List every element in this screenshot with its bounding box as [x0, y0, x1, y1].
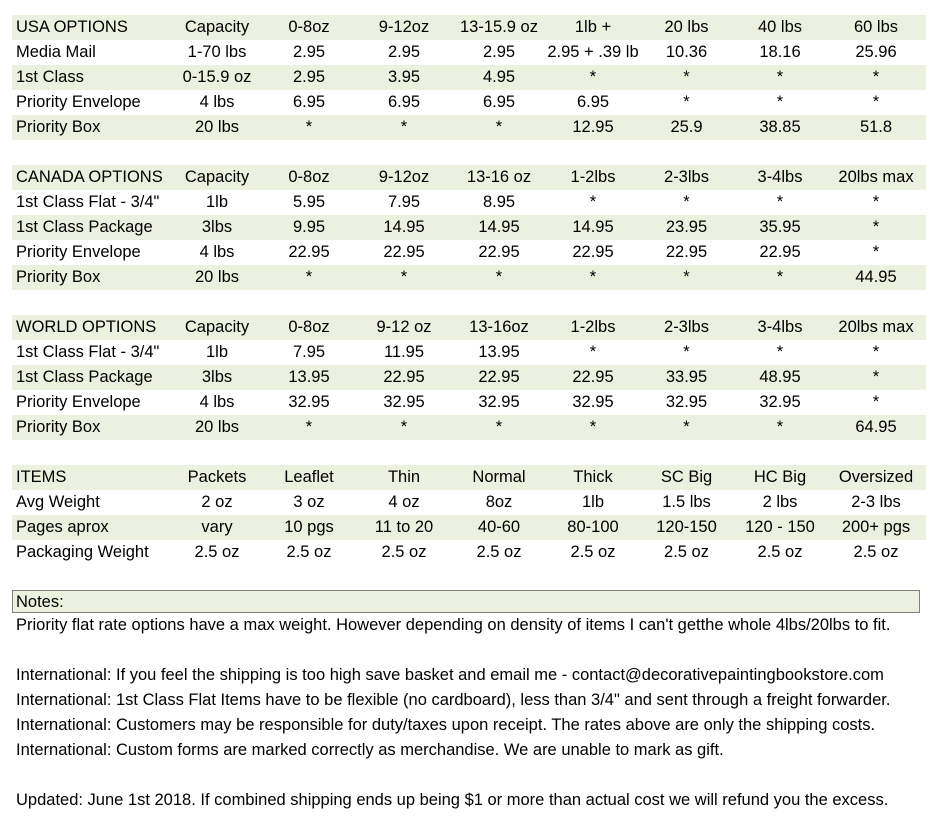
- canada-cell: *: [683, 268, 690, 286]
- items-header-row: [12, 465, 926, 490]
- items-cell: 1lb: [581, 493, 605, 511]
- canada-cell: 8.95: [482, 193, 516, 211]
- items-cell: 2.5 oz: [476, 543, 522, 561]
- canada-cell: 5.95: [292, 193, 326, 211]
- world-cell: 32.95: [288, 393, 330, 411]
- canada-header-cell: 1-2lbs: [570, 168, 616, 186]
- note-line: International: If you feel the shipping is too high save basket and email me - contact@decorativepaintingbookstore.com: [16, 666, 884, 684]
- items-cell: 200+ pgs: [841, 518, 911, 536]
- canada-cell: *: [589, 268, 597, 286]
- usa-cell: 1-70 lbs: [187, 43, 247, 61]
- items-cell: 2.5 oz: [286, 543, 332, 561]
- usa-header-cell: 40 lbs: [757, 18, 803, 36]
- usa-cell: 2.95 + .39 lb: [547, 43, 639, 61]
- notes-title: Notes:: [12, 590, 920, 613]
- usa-cell: *: [305, 118, 313, 136]
- note-line: Priority flat rate options have a max weight. However depending on density of items I can't getthe whole 4lbs/20lbs to fit.: [16, 616, 891, 634]
- canada-header-cell: 9-12oz: [378, 168, 430, 186]
- items-cell: 2.5 oz: [570, 543, 616, 561]
- items-header-cell: Packets: [187, 468, 247, 486]
- canada-header-cell: CANADA OPTIONS: [16, 168, 163, 186]
- usa-table: [12, 15, 926, 140]
- usa-cell: 1st Class: [16, 68, 84, 86]
- note-line: International: 1st Class Flat Items have to be flexible (no cardboard), less than 3/4" and sent through a freight forwarder.: [16, 691, 891, 709]
- world-cell: 22.95: [478, 368, 520, 386]
- canada-cell: *: [589, 193, 597, 211]
- usa-cell: 2.95: [387, 43, 421, 61]
- world-cell: 11.95: [383, 343, 425, 361]
- items-cell: 2 lbs: [762, 493, 798, 511]
- items-header-cell: Thick: [573, 468, 613, 486]
- shipping-sheet: [12, 15, 926, 813]
- world-table-row: [12, 365, 926, 390]
- note-spacer: [12, 763, 926, 788]
- canada-cell: *: [776, 193, 784, 211]
- world-header-cell: 0-8oz: [288, 318, 330, 336]
- canada-cell: 22.95: [288, 243, 330, 261]
- world-cell: 22.95: [383, 368, 425, 386]
- items-cell: Packaging Weight: [16, 543, 149, 561]
- world-cell: 1st Class Flat - 3/4": [16, 343, 160, 361]
- usa-table-row: [12, 65, 926, 90]
- canada-header-cell: 2-3lbs: [664, 168, 709, 186]
- world-cell: 32.95: [383, 393, 425, 411]
- canada-cell: *: [872, 218, 880, 236]
- world-cell: *: [872, 393, 880, 411]
- canada-cell: *: [872, 193, 880, 211]
- canada-cell: 14.95: [478, 218, 520, 236]
- world-cell: *: [305, 418, 313, 436]
- usa-cell: *: [683, 93, 690, 111]
- usa-cell: *: [400, 118, 408, 136]
- canada-cell: 1st Class Package: [16, 218, 153, 236]
- usa-cell: Priority Box: [16, 118, 101, 136]
- items-header-cell: ITEMS: [16, 468, 67, 486]
- items-cell: 2-3 lbs: [851, 493, 901, 511]
- usa-cell: 12.95: [572, 118, 614, 136]
- canada-cell: *: [400, 268, 408, 286]
- world-cell: Priority Envelope: [16, 393, 141, 411]
- items-header-cell: Oversized: [838, 468, 914, 486]
- world-cell: 4 lbs: [199, 393, 235, 411]
- world-cell: 3lbs: [201, 368, 233, 386]
- usa-header-cell: 20 lbs: [664, 18, 709, 36]
- canada-cell: Priority Box: [16, 268, 101, 286]
- world-cell: 64.95: [855, 418, 897, 436]
- spacer: [12, 140, 926, 165]
- canada-cell: *: [776, 268, 784, 286]
- canada-header-row: [12, 165, 926, 190]
- world-cell: *: [872, 368, 880, 386]
- canada-cell: Priority Envelope: [16, 243, 141, 261]
- canada-cell: 4 lbs: [199, 243, 235, 261]
- world-cell: *: [683, 343, 690, 361]
- usa-header-cell: 9-12oz: [378, 18, 430, 36]
- world-cell: *: [495, 418, 503, 436]
- items-table-row: [12, 515, 926, 540]
- canada-cell: 22.95: [759, 243, 801, 261]
- items-cell: 2.5 oz: [757, 543, 803, 561]
- world-header-cell: 13-16oz: [469, 318, 529, 336]
- note-line: International: Customers may be responsible for duty/taxes upon receipt. The rates above are only the shipping costs.: [16, 716, 876, 734]
- world-header-row: [12, 315, 926, 340]
- usa-table-row: [12, 115, 926, 140]
- world-header-cell: 2-3lbs: [664, 318, 709, 336]
- usa-cell: 4 lbs: [199, 93, 235, 111]
- canada-header-cell: 20lbs max: [838, 168, 914, 186]
- usa-cell: 2.95: [482, 43, 516, 61]
- canada-cell: 7.95: [387, 193, 421, 211]
- items-cell: Avg Weight: [16, 493, 100, 511]
- canada-cell: 44.95: [855, 268, 897, 286]
- items-cell: 3 oz: [293, 493, 325, 511]
- usa-table-row: [12, 40, 926, 65]
- items-cell: 2.5 oz: [664, 543, 709, 561]
- items-cell: Pages aprox: [16, 518, 109, 536]
- canada-cell: 3lbs: [201, 218, 233, 236]
- usa-cell: *: [776, 68, 784, 86]
- world-cell: *: [776, 343, 784, 361]
- canada-cell: 22.95: [478, 243, 520, 261]
- items-cell: 120-150: [656, 518, 717, 536]
- world-table-row: [12, 390, 926, 415]
- world-header-cell: 9-12 oz: [376, 318, 432, 336]
- usa-cell: 2.95: [292, 68, 326, 86]
- world-cell: 20 lbs: [194, 418, 240, 436]
- world-cell: 22.95: [572, 368, 614, 386]
- canada-cell: 35.95: [759, 218, 801, 236]
- usa-cell: 6.95: [292, 93, 326, 111]
- world-cell: 1st Class Package: [16, 368, 153, 386]
- world-cell: 1lb: [205, 343, 229, 361]
- usa-cell: 6.95: [387, 93, 421, 111]
- usa-cell: *: [495, 118, 503, 136]
- items-cell: vary: [201, 518, 233, 536]
- usa-cell: 10.36: [665, 43, 708, 61]
- items-header-cell: Normal: [472, 468, 526, 486]
- items-cell: 2.5 oz: [194, 543, 240, 561]
- canada-cell: *: [872, 243, 880, 261]
- world-cell: *: [589, 418, 597, 436]
- items-table-row: [12, 490, 926, 515]
- usa-cell: 0-15.9 oz: [182, 68, 252, 86]
- items-cell: 10 pgs: [284, 518, 334, 536]
- items-header-cell: Thin: [387, 468, 421, 486]
- world-header-cell: 20lbs max: [838, 318, 914, 336]
- world-cell: 32.95: [759, 393, 801, 411]
- world-cell: 32.95: [665, 393, 708, 411]
- world-cell: *: [400, 418, 408, 436]
- canada-cell: *: [305, 268, 313, 286]
- usa-header-cell: USA OPTIONS: [16, 18, 128, 36]
- usa-cell: 25.9: [670, 118, 703, 136]
- canada-cell: 1lb: [205, 193, 229, 211]
- canada-cell: 9.95: [292, 218, 326, 236]
- canada-cell: 20 lbs: [194, 268, 240, 286]
- canada-table-row: [12, 265, 926, 290]
- canada-header-cell: 3-4lbs: [757, 168, 803, 186]
- canada-header-cell: 13-16 oz: [466, 168, 532, 186]
- usa-cell: Priority Envelope: [16, 93, 141, 111]
- canada-table: [12, 165, 926, 290]
- usa-header-cell: 0-8oz: [288, 18, 330, 36]
- world-cell: 48.95: [759, 368, 801, 386]
- world-cell: *: [683, 418, 690, 436]
- usa-cell: *: [872, 93, 880, 111]
- world-cell: 13.95: [478, 343, 520, 361]
- usa-cell: *: [872, 68, 880, 86]
- usa-cell: 3.95: [387, 68, 421, 86]
- world-header-cell: 1-2lbs: [570, 318, 616, 336]
- usa-header-row: [12, 15, 926, 40]
- usa-cell: 38.85: [759, 118, 801, 136]
- world-table-row: [12, 340, 926, 365]
- world-cell: Priority Box: [16, 418, 101, 436]
- canada-cell: 14.95: [383, 218, 425, 236]
- note-line: Updated: June 1st 2018. If combined shipping ends up being $1 or more than actual cost we will refund you the excess.: [16, 791, 889, 809]
- items-header-cell: SC Big: [660, 468, 713, 486]
- world-cell: 32.95: [572, 393, 614, 411]
- items-header-cell: HC Big: [753, 468, 807, 486]
- items-cell: 2.5 oz: [853, 543, 899, 561]
- items-cell: 2.5 oz: [381, 543, 427, 561]
- items-table: [12, 465, 926, 565]
- items-cell: 120 - 150: [745, 518, 815, 536]
- canada-cell: *: [495, 268, 503, 286]
- canada-cell: 22.95: [665, 243, 708, 261]
- world-cell: *: [589, 343, 597, 361]
- canada-cell: 1st Class Flat - 3/4": [16, 193, 160, 211]
- usa-cell: 2.95: [292, 43, 326, 61]
- note-line: International: Custom forms are marked correctly as merchandise. We are unable to mark as gift.: [16, 741, 724, 759]
- usa-header-cell: 1lb +: [574, 18, 612, 36]
- world-cell: *: [872, 343, 880, 361]
- spacer: [12, 565, 926, 590]
- items-table-row: [12, 540, 926, 565]
- canada-cell: 22.95: [383, 243, 425, 261]
- items-cell: 4 oz: [388, 493, 420, 511]
- usa-cell: *: [589, 68, 597, 86]
- world-header-cell: 3-4lbs: [757, 318, 803, 336]
- items-cell: 8oz: [485, 493, 513, 511]
- notes-list: [12, 613, 926, 813]
- world-header-cell: Capacity: [184, 318, 250, 336]
- usa-cell: 51.8: [859, 118, 893, 136]
- usa-cell: *: [776, 93, 784, 111]
- usa-cell: 6.95: [482, 93, 516, 111]
- canada-cell: 14.95: [572, 218, 614, 236]
- usa-cell: *: [683, 68, 690, 86]
- usa-cell: 6.95: [576, 93, 610, 111]
- usa-cell: 18.16: [759, 43, 801, 61]
- items-cell: 40-60: [477, 518, 521, 536]
- world-table-row: [12, 415, 926, 440]
- usa-header-cell: 13-15.9 oz: [460, 18, 538, 36]
- world-table: [12, 315, 926, 440]
- canada-table-row: [12, 190, 926, 215]
- note-spacer: [12, 638, 926, 663]
- spacer: [12, 290, 926, 315]
- canada-table-row: [12, 240, 926, 265]
- spacer: [12, 440, 926, 465]
- usa-table-row: [12, 90, 926, 115]
- items-cell: 1.5 lbs: [662, 493, 711, 511]
- world-cell: 13.95: [288, 368, 330, 386]
- world-cell: 7.95: [292, 343, 326, 361]
- world-header-cell: WORLD OPTIONS: [16, 318, 157, 336]
- world-cell: 33.95: [665, 368, 708, 386]
- canada-table-row: [12, 215, 926, 240]
- items-header-cell: Leaflet: [284, 468, 334, 486]
- canada-header-cell: Capacity: [184, 168, 250, 186]
- items-cell: 80-100: [567, 518, 619, 536]
- usa-cell: 20 lbs: [194, 118, 240, 136]
- canada-cell: 22.95: [572, 243, 614, 261]
- usa-cell: Media Mail: [16, 43, 96, 61]
- usa-header-cell: 60 lbs: [853, 18, 899, 36]
- usa-cell: 25.96: [855, 43, 897, 61]
- world-cell: 32.95: [478, 393, 520, 411]
- items-cell: 2 oz: [201, 493, 233, 511]
- usa-cell: 4.95: [482, 68, 516, 86]
- world-cell: *: [776, 418, 784, 436]
- canada-header-cell: 0-8oz: [288, 168, 330, 186]
- canada-cell: *: [683, 193, 690, 211]
- items-cell: 11 to 20: [374, 518, 434, 536]
- usa-header-cell: Capacity: [184, 18, 250, 36]
- canada-cell: 23.95: [665, 218, 708, 236]
- rate-tables: [12, 15, 926, 590]
